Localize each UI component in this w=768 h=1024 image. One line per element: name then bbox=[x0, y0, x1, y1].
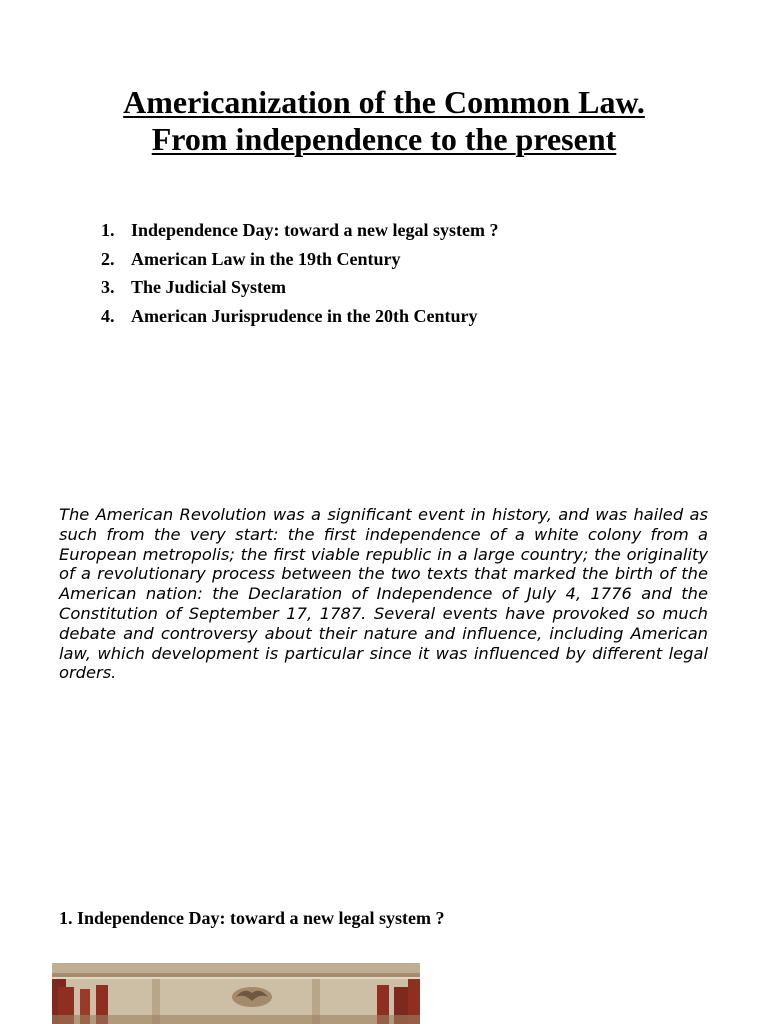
toc-item bbox=[101, 273, 498, 302]
title-line-2: From independence to the present bbox=[151, 121, 617, 157]
painting-illustration bbox=[52, 963, 420, 1024]
toc-item bbox=[101, 216, 498, 245]
title-line-1: Americanization of the Common Law. bbox=[123, 84, 645, 120]
intro-paragraph: The American Revolution was a significant event in history, and was hailed as such from the very start: the first independence of a white colony from a European metropolis; the first viable republic in a large country; the originality of a revolutionary process between the two texts that marked the birth of the American nation: the Declaration of Independence of July 4, 1776 and the Constitution of September 17, 1787. Several events have provoked so much debate and controversy about their nature and influence, including American law, which development is particular since it was influenced by different legal orders. bbox=[59, 505, 708, 683]
toc-item-label: American Law in the 19th Century bbox=[131, 248, 401, 269]
toc-item bbox=[101, 245, 498, 274]
toc-item-number: 3. bbox=[101, 277, 115, 298]
table-of-contents bbox=[101, 216, 498, 331]
document-title bbox=[0, 84, 768, 158]
toc-item-number: 4. bbox=[101, 306, 115, 327]
historical-painting-image bbox=[52, 963, 420, 1024]
toc-item-label: American Jurisprudence in the 20th Century bbox=[131, 306, 478, 327]
toc-item-label: The Judicial System bbox=[131, 277, 287, 298]
toc-item-number: 2. bbox=[101, 248, 115, 269]
toc-item-number: 1. bbox=[101, 220, 115, 240]
section-heading: 1. Independence Day: toward a new legal system ? bbox=[59, 908, 445, 928]
toc-item bbox=[101, 302, 498, 331]
toc-item-label: Independence Day: toward a new legal system ? bbox=[131, 220, 499, 240]
